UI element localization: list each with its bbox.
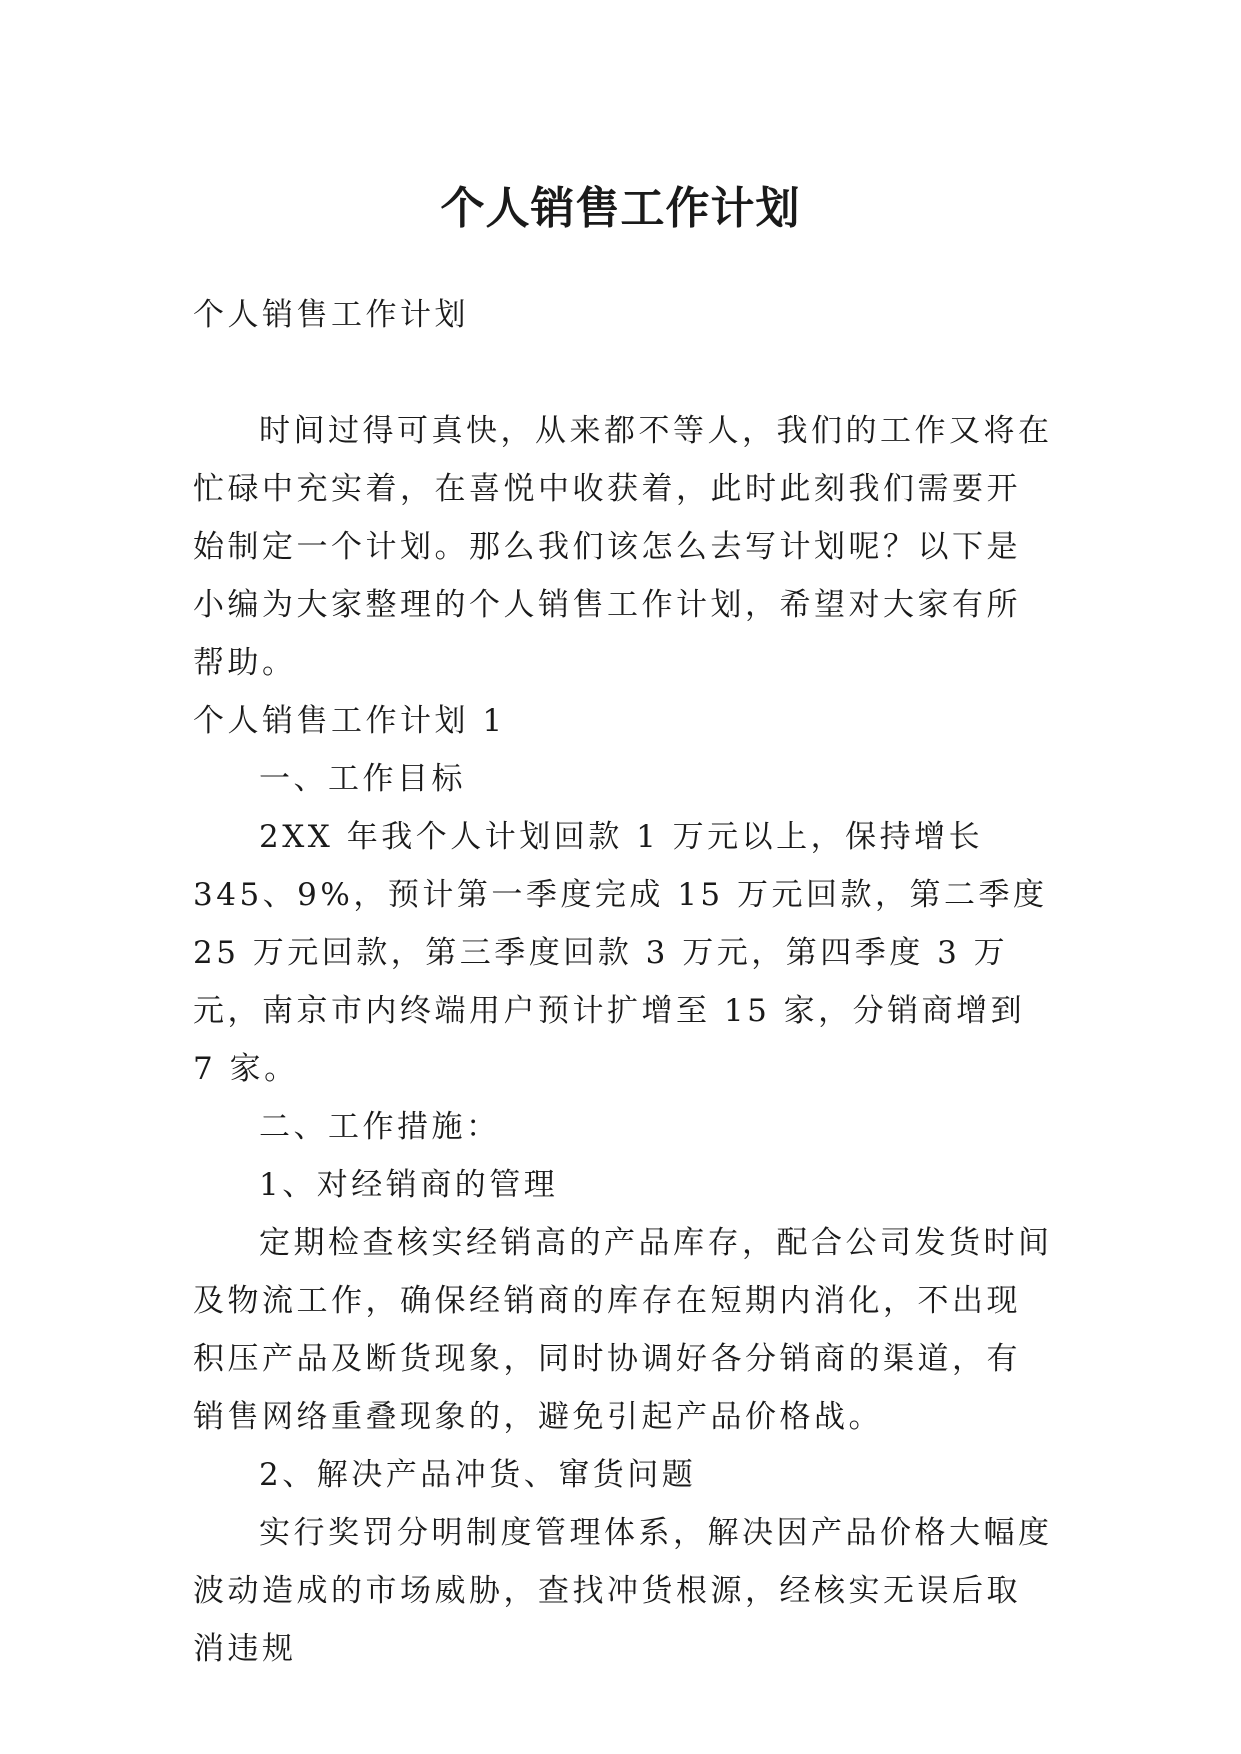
section-heading: 个人销售工作计划 1 (193, 703, 506, 739)
subheading-cross-selling: 2、解决产品冲货、窜货问题 (259, 1457, 697, 1493)
heading-work-measures: 二、工作措施： (259, 1109, 501, 1145)
subheading-dealer-management: 1、对经销商的管理 (259, 1167, 559, 1203)
heading-work-goals: 一、工作目标 (259, 761, 466, 797)
paragraph-dealer-management: 定期检查核实经销高的产品库存，配合公司发货时间及物流工作，确保经销商的库存在短期内消化，不出现积压产品及断货现象，同时协调好各分销商的渠道，有销售网络重叠现象的，避免引起产品价格战。 (193, 1225, 1053, 1435)
intro-paragraph: 时间过得可真快，从来都不等人，我们的工作又将在忙碌中充实着，在喜悦中收获着，此时此刻我们需要开始制定一个计划。那么我们该怎么去写计划呢？以下是小编为大家整理的个人销售工作计划，希望对大家有所帮助。 (193, 413, 1053, 681)
section-content (193, 750, 1053, 1678)
document-subtitle: 个人销售工作计划 (193, 297, 469, 333)
paragraph-goals: 2XX 年我个人计划回款 1 万元以上，保持增长 345、9%，预计第一季度完成 15 万元回款，第二季度 25 万元回款，第三季度回款 3 万元，第四季度 3 万元，南京市内终端用户预计扩增至 15 家，分销商增到 7 家。 (193, 819, 1048, 1087)
document-title: 个人销售工作计划 (440, 183, 801, 235)
paragraph-cross-selling: 实行奖罚分明制度管理体系，解决因产品价格大幅度波动造成的市场威胁，查找冲货根源，经核实无误后取消违规 (193, 1515, 1053, 1667)
